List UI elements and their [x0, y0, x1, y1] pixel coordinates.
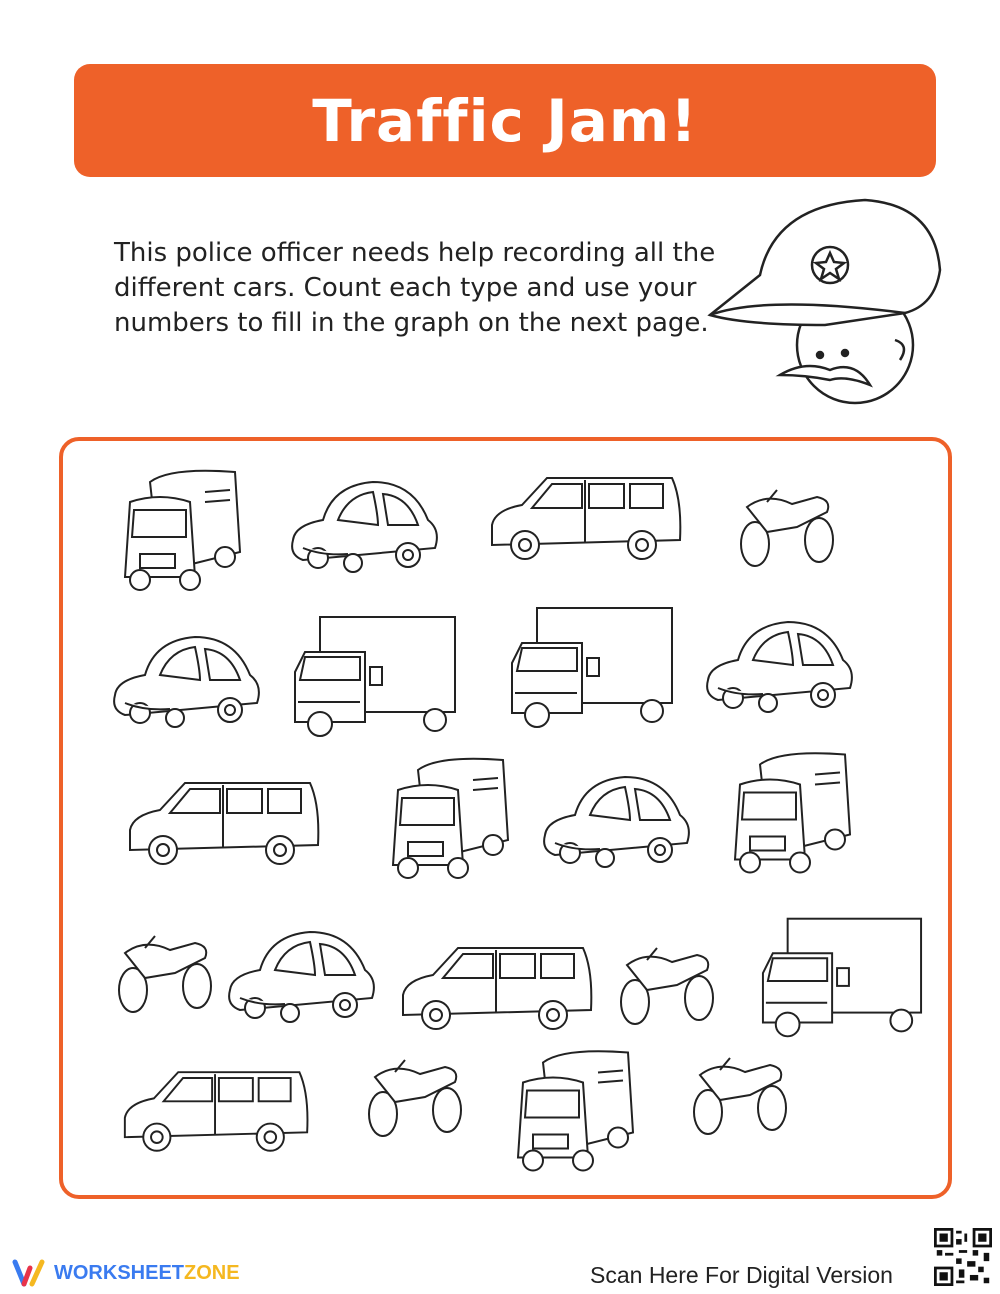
qr-code-icon[interactable]: [934, 1228, 992, 1286]
brand-name-part1: WORKSHEET: [54, 1261, 184, 1284]
car-image: [698, 610, 858, 720]
van-image: [125, 775, 323, 870]
brand-name-part2: ZONE: [184, 1261, 240, 1284]
bus-image: [513, 1040, 638, 1175]
instructions-text: This police officer needs help recording all the different cars. Count each type and use your numbers to fill in the graph on the next page.: [114, 238, 716, 338]
car-image: [105, 625, 265, 735]
motorcycle-image: [115, 928, 215, 1018]
van-image: [398, 940, 596, 1035]
motorcycle-image: [690, 1050, 790, 1140]
van-image: [120, 1063, 312, 1158]
truck-image: [507, 603, 677, 733]
motorcycle-image: [365, 1052, 465, 1142]
car-image: [283, 470, 443, 580]
motorcycle-image: [617, 940, 717, 1030]
car-image: [220, 920, 380, 1030]
truck-image: [290, 612, 460, 742]
worksheet-zone-logo[interactable]: [12, 1258, 240, 1288]
van-image: [487, 470, 685, 565]
truck-image: [758, 913, 926, 1043]
motorcycle-image: [737, 482, 837, 572]
car-image: [535, 765, 695, 875]
title-banner: [74, 64, 936, 177]
bus-image: [388, 750, 513, 880]
scan-text: Scan Here For Digital Version: [590, 1262, 893, 1288]
logo-mark-icon: [12, 1258, 48, 1288]
bus-image: [120, 462, 245, 592]
page-title: Traffic Jam!: [312, 86, 698, 155]
bus-image: [730, 742, 855, 877]
police-officer-illustration: [705, 195, 945, 410]
